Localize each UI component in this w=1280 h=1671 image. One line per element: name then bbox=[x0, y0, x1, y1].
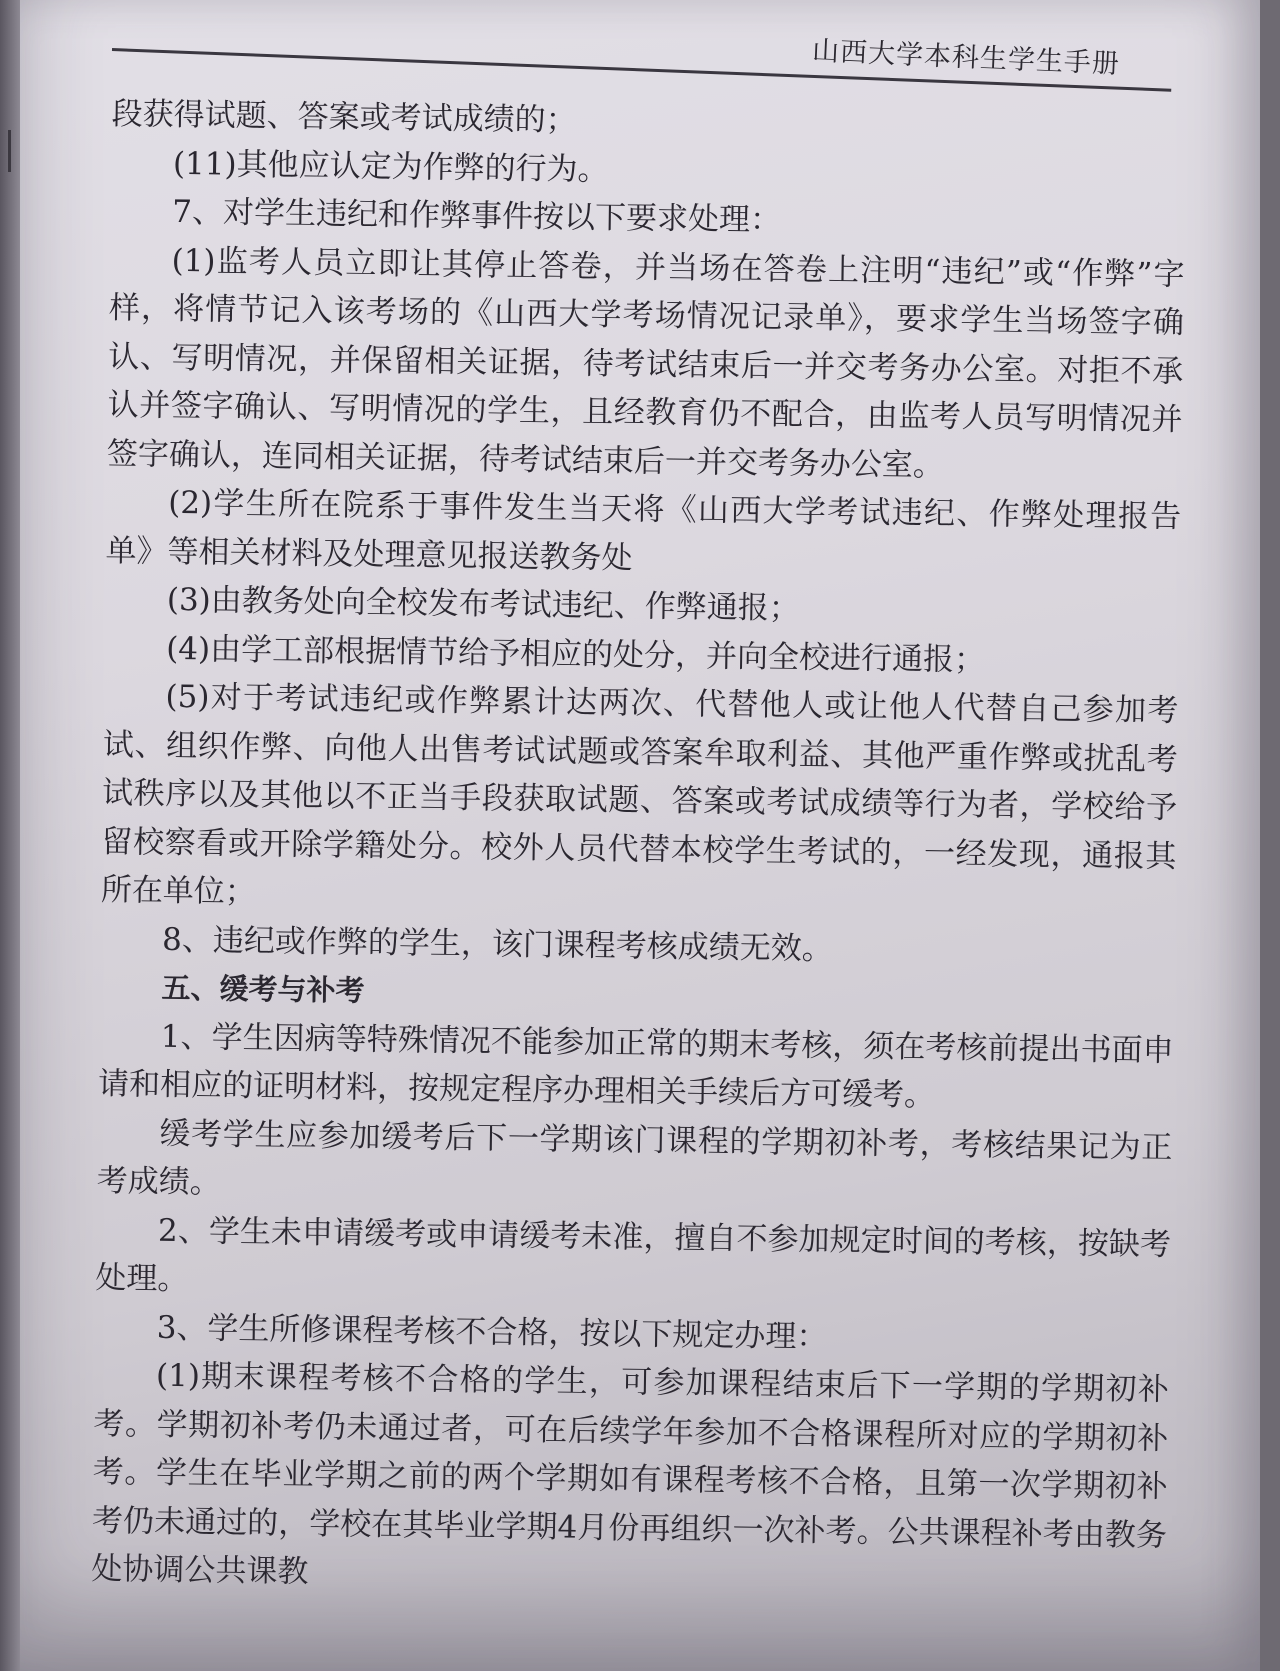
paragraph-item-11: (11)其他应认定为作弊的行为。 bbox=[172, 145, 609, 188]
body-text bbox=[91, 90, 1187, 1608]
paragraph-5-1: 1、学生因病等特殊情况不能参加正常的期末考核，须在考核前提出书面申请和相应的证明材料，按规定程序办理相关手续后方可缓考。 bbox=[97, 1018, 1174, 1114]
paragraph-7-3: (3)由教务处向全校发布考试违纪、作弊通报； bbox=[166, 581, 800, 627]
paragraph-7-4: (4)由学工部根据情节给予相应的处分，并向全校进行通报； bbox=[165, 630, 986, 678]
paragraph-5-3-1: (1)期末课程考核不合格的学生，可参加课程结束后下一学期的学期初补考。学期初补考仍未通过者，可在后续学年参加不合格课程所对应的学期初补考。学生在毕业学期之前的两个学期如有课程考核不合格，且第一次学期初补考仍未通过的，学校在其毕业学期4月份再组织一次补考。公共课程补考由教务处协调公共课教 bbox=[91, 1357, 1170, 1590]
facing-page-edge bbox=[8, 130, 11, 172]
paragraph-7-1: (1)监考人员立即让其停止答卷，并当场在答卷上注明“违纪”或“作弊”字样，将情节记入该考场的《山西大学考场情况记录单》，要求学生当场签字确认、写明情况，并保留相关证据，待考试结束后一并交考务办公室。对拒不承认并签字确认、写明情况的学生，且经教育仍不配合，由监考人员写明情况并签字确认，连同相关证据，待考试结束后一并交考务办公室。 bbox=[106, 242, 1185, 484]
paragraph-continuation: 段获得试题、答案或考试成绩的； bbox=[111, 95, 577, 139]
paragraph-7-2: (2)学生所在院系于事件发生当天将《山西大学考试违纪、作弊处理报告单》等相关材料及处理意见报送教务处 bbox=[105, 484, 1182, 576]
paragraph-5-2: 2、学生未申请缓考或申请缓考未准，擅自不参加规定时间的考核，按缺考处理。 bbox=[95, 1212, 1172, 1298]
section-heading: 五、缓考与补考 bbox=[161, 970, 365, 1008]
book-page bbox=[20, 0, 1260, 1671]
paragraph-5-3: 3、学生所修课程考核不合格，按以下规定办理： bbox=[156, 1309, 828, 1355]
paragraph-rule-7: 7、对学生违纪和作弊事件按以下要求处理： bbox=[172, 193, 782, 239]
paragraph-5-1-note: 缓考学生应参加缓考后下一学期该门课程的学期初补考，考核结果记为正考成绩。 bbox=[96, 1115, 1173, 1201]
book-spine-shadow bbox=[0, 0, 20, 1671]
running-head: 山西大学本科生学生手册 bbox=[811, 35, 1121, 80]
paragraph-7-5: (5)对于考试违纪或作弊累计达两次、代替他人或让他人代替自己参加考试、组织作弊、向他人出售考试试题或答案牟取利益、其他严重作弊或扰乱考试秩序以及其他以不正当手段获取试题、答案或考试成绩等行为者，学校给予留校察看或开除学籍处分。校外人员代替本校学生考试的，一经发现，通报其所在单位； bbox=[100, 678, 1179, 911]
paragraph-rule-8: 8、违纪或作弊的学生，该门课程考核成绩无效。 bbox=[161, 921, 834, 967]
